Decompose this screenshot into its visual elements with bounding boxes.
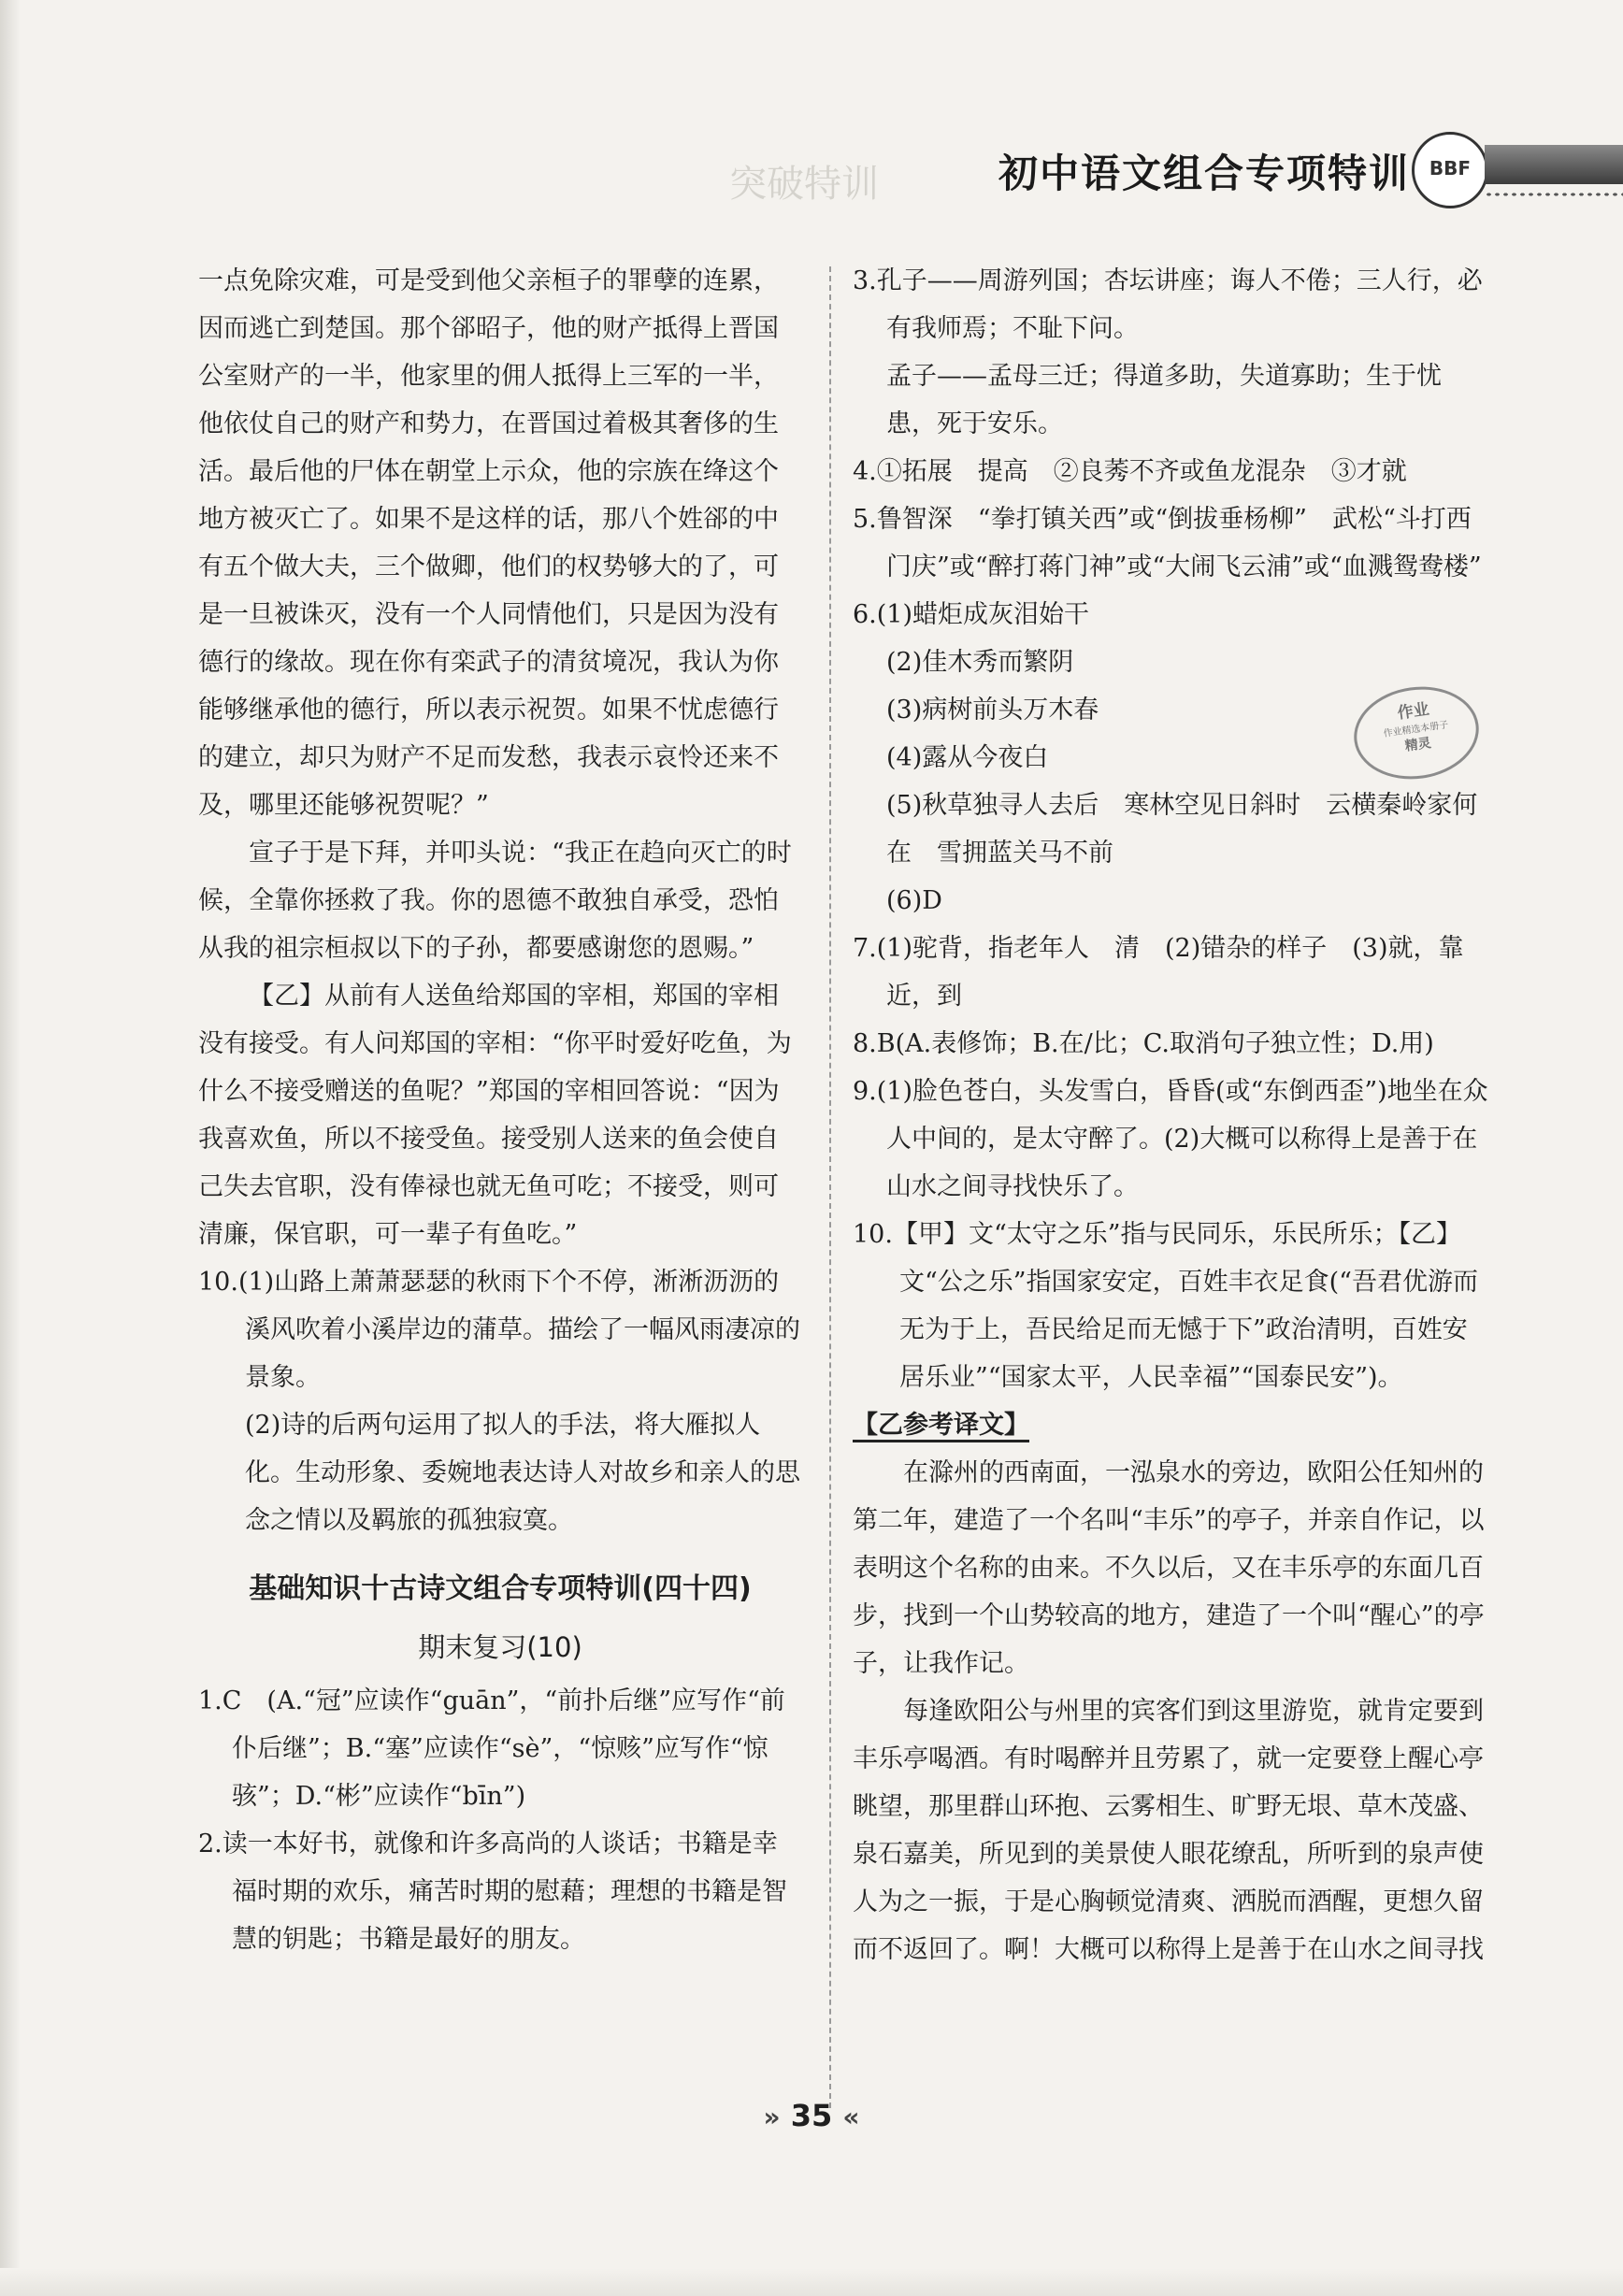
answer-3-confucius: 3.孔子——周游列国；杏坛讲座；诲人不倦；三人行，必有我师焉；不耻下问。: [853, 266, 1483, 343]
logo-text: BBF: [1429, 157, 1472, 179]
answer-10-1: 10.(1)山路上萧萧瑟瑟的秋雨下个不停，淅淅沥沥的溪风吹着小溪岸边的蒲草。描绘了一幅风雨凄凉的景象。: [198, 1268, 800, 1392]
answer-5: 5.鲁智深 “拳打镇关西”或“倒拔垂杨柳” 武松“斗打西门庆”或“醉打蒋门神”或“大闹飞云浦”或“血溅鸳鸯楼”: [853, 505, 1482, 581]
page-number: 35: [790, 2098, 833, 2133]
answer-9: 9.(1)脸色苍白，头发雪白，昏昏(或“东倒西歪”)地坐在众人中间的，是太守醉了。(2)大概可以称得上是善于在山水之间寻找快乐了。: [853, 1077, 1488, 1201]
answer-4: 4.①拓展 提高 ②良莠不齐或鱼龙混杂 ③才就: [853, 457, 1407, 486]
footer-right-arrows: «: [842, 2102, 860, 2132]
answer-7: 7.(1)驼背，指老年人 清 (2)错杂的样子 (3)就，靠近，到: [853, 934, 1464, 1011]
reference-translation-label: [853, 1401, 1490, 1449]
answer-6-2: (2)佳木秀而繁阴: [886, 648, 1074, 677]
section-title: 基础知识十古诗文组合专项特训(四十四): [249, 1572, 752, 1605]
answer-6-4: (4)露从今夜白: [886, 743, 1049, 772]
bottom-shadow: [0, 2268, 1623, 2296]
left-column: [198, 257, 802, 1963]
answer-6-3: (3)病树前头万木春: [886, 696, 1099, 725]
stamp-line-2: 作业精选本册子: [1383, 720, 1449, 739]
answer-1: 1.C (A.“冠”应读作“guān”，“前扑后继”应写作“前仆后继”；B.“塞”应读作“sè”，“惊赅”应写作“惊骇”；D.“彬”应读作“bīn”): [198, 1686, 785, 1811]
section-subtitle: 期末复习(10): [418, 1631, 582, 1663]
bbf-logo-icon: [1412, 132, 1488, 208]
stamp-line-3: 精灵: [1403, 736, 1432, 754]
binding-edge: [0, 0, 21, 2296]
header-title: 初中语文组合专项特训: [998, 151, 1411, 196]
reference-label-text: 【乙参考译文】: [853, 1411, 1029, 1442]
faded-background-title: 突破特训: [729, 163, 879, 206]
header-decoration-bar: [1485, 145, 1623, 184]
reference-paragraph-2: 每逢欧阳公与州里的宾客们到这里游览，就肯定要到丰乐亭喝酒。有时喝醉并且劳累了，就一定要登上醒心亭眺望，那里群山环抱、云雾相生、旷野无垠、草木茂盛、泉石嘉美，所见到的美景使人眼花缭乱，所听到的泉声使人为之一振，于是心胸顿觉清爽、洒脱而酒醒，更想久留而不返回了。啊！大概可以称得上是善于在山水之间寻找: [853, 1697, 1484, 1964]
answer-10-2: (2)诗的后两句运用了拟人的手法，将大雁拟人化。生动形象、委婉地表达诗人对故乡和亲人的思念之情以及羁旅的孤独寂寞。: [245, 1411, 800, 1535]
stamp-line-1: 作业: [1396, 699, 1431, 724]
answer-3-mencius: 孟子——孟母三迁；得道多助，失道寡助；生于忧患，死于安乐。: [886, 362, 1442, 438]
answer-6-1: 6.(1)蜡炬成灰泪始干: [853, 600, 1090, 629]
answer-8: 8.B(A.表修饰；B.在/比；C.取消句子独立性；D.用): [853, 1029, 1434, 1058]
page-header: [972, 126, 1623, 220]
translation-paragraph-1: 一点免除灾难，可是受到他父亲桓子的罪孽的连累，因而逃亡到楚国。那个郤昭子，他的财产抵得上晋国公室财产的一半，他家里的佣人抵得上三军的一半，他依仗自己的财产和势力，在晋国过着极其奢侈的生活。最后他的尸体在朝堂上示众，他的宗族在绛这个地方被灭亡了。如果不是这样的话，那八个姓郤的中有五个做大夫，三个做卿，他们的权势够大的了，可是一旦被诛灭，没有一个人同情他们，只是因为没有德行的缘故。现在你有栾武子的清贫境况，我认为你能够继承他的德行，所以表示祝贺。如果不忧虑德行的建立，却只为财产不足而发愁，我表示哀怜还来不及，哪里还能够祝贺呢？”: [198, 266, 779, 820]
footer-left-arrows: »: [763, 2102, 781, 2132]
answer-10: 10.【甲】文“太守之乐”指与民同乐，乐民所乐；【乙】文“公之乐”指国家安定，百姓丰衣足食(“吾君优游而无为于上，吾民给足而无憾于下”政治清明，百姓安居乐业”“国家太平，人民幸福”“国泰民安”)。: [853, 1220, 1478, 1392]
right-column: [853, 257, 1490, 1973]
header-dots-decoration: [1485, 192, 1623, 197]
answer-2: 2.读一本好书，就像和许多高尚的人谈话；书籍是幸福时期的欢乐，痛苦时期的慰藉；理想的书籍是智慧的钥匙；书籍是最好的朋友。: [198, 1830, 787, 1954]
translation-paragraph-3: 【乙】从前有人送鱼给郑国的宰相，郑国的宰相没有接受。有人问郑国的宰相：“你平时爱好吃鱼，为什么不接受赠送的鱼呢？”郑国的宰相回答说：“因为我喜欢鱼，所以不接受鱼。接受别人送来的鱼会使自己失去官职，没有俸禄也就无鱼可吃；不接受，则可清廉，保官职，可一辈子有鱼吃。”: [198, 982, 792, 1249]
column-divider: [829, 266, 831, 2108]
reference-paragraph-1: 在滁州的西南面，一泓泉水的旁边，欧阳公任知州的第二年，建造了一个名叫“丰乐”的亭子，并亲自作记，以表明这个名称的由来。不久以后，又在丰乐亭的东面几百步，找到一个山势较高的地方，建造了一个叫“醒心”的亭子，让我作记。: [853, 1458, 1485, 1678]
answer-6-6: (6)D: [886, 886, 942, 915]
answer-6-5: (5)秋草独寻人去后 寒林空见日斜时 云横秦岭家何在 雪拥蓝关马不前: [886, 791, 1478, 868]
page-footer: [0, 2098, 1623, 2133]
translation-paragraph-2: 宣子于是下拜，并叩头说：“我正在趋向灭亡的时候，全靠你拯救了我。你的恩德不敢独自承受，恐怕从我的祖宗桓叔以下的子孙，都要感谢您的恩赐。”: [198, 839, 792, 963]
